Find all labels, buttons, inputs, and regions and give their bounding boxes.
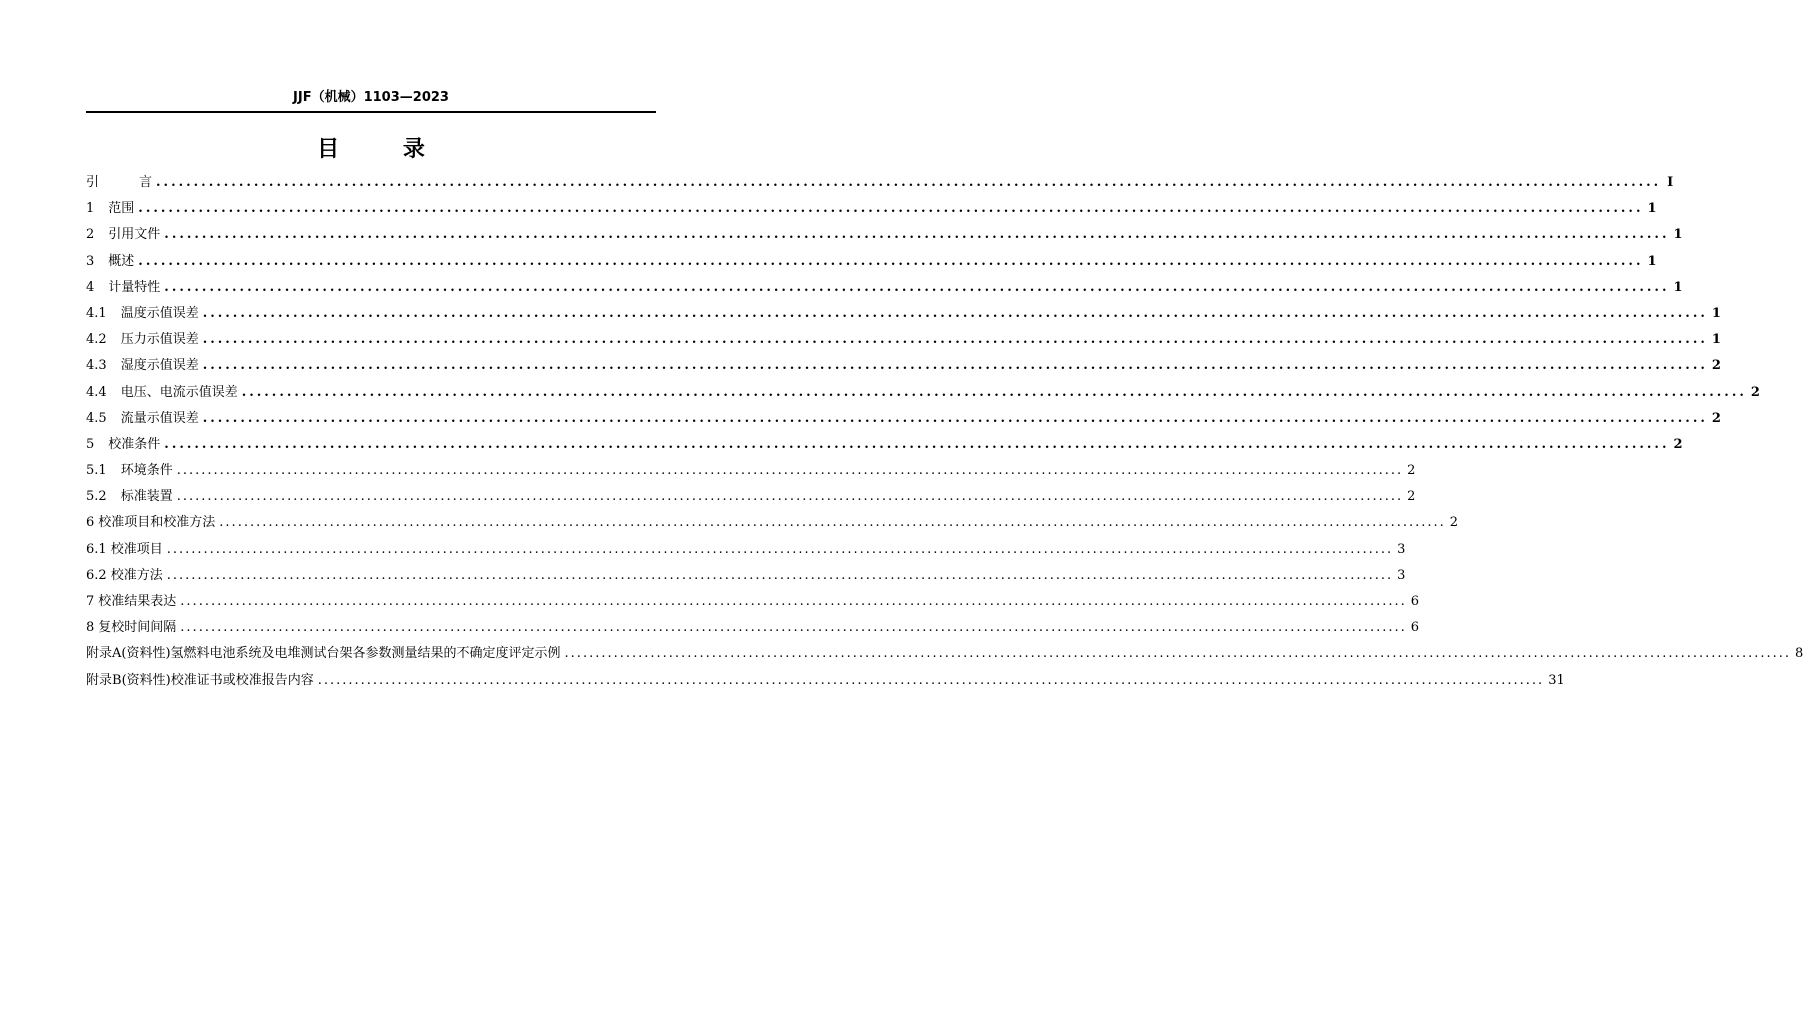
toc-entry-label: [86, 275, 160, 301]
toc-entry-label: [86, 353, 199, 379]
toc-page-number: 1: [1673, 279, 1683, 295]
toc-entry-title: 复校时间间隔: [98, 620, 177, 636]
toc-leader-dots: ........................................................................................................................................................................................................: [180, 594, 1407, 609]
toc-entry[interactable]: [86, 406, 1721, 432]
toc-entry-title: 校准结果表达: [98, 594, 177, 609]
toc-entry[interactable]: [86, 353, 1721, 379]
toc-entry-label: [86, 537, 163, 563]
toc-entry-number: 5: [86, 436, 95, 452]
toc-entry[interactable]: [86, 510, 1459, 536]
toc-leader-dots: ........................................................................................................................................................................................................: [164, 279, 1670, 295]
toc-entry[interactable]: [86, 380, 1760, 406]
toc-page-number: 2: [1750, 384, 1760, 400]
toc-entry-title: (资料性)氢燃料电池系统及电堆测试台架各参数测量结果的不确定度评定示例: [121, 646, 561, 662]
toc-leader-dots: ........................................................................................................................................................................................................: [202, 305, 1708, 321]
toc-page-number: 1: [1647, 253, 1657, 269]
toc-page-number: 6: [1410, 594, 1420, 609]
toc-entry[interactable]: [86, 563, 1406, 589]
toc-page-number: 1: [1711, 332, 1721, 348]
toc-entry-title: 引用文件: [108, 227, 161, 243]
toc-entry-number: 附录B: [86, 672, 122, 688]
toc-entry[interactable]: [86, 537, 1406, 563]
toc-entry-title: 湿度示值误差: [120, 358, 199, 374]
toc-entry-label: [86, 406, 199, 432]
toc-leader-dots: ........................................................................................................................................................................................................: [317, 672, 1545, 688]
toc-leader-dots: ........................................................................................................................................................................................................: [166, 541, 1394, 557]
toc-entry-number: 引: [86, 175, 100, 190]
toc-entry-title: 标准装置: [120, 489, 173, 505]
toc-entry-label: [86, 249, 134, 275]
toc-entry-label: [86, 458, 173, 484]
toc-entry-number: 4.5: [86, 410, 107, 426]
toc-leader-dots: ........................................................................................................................................................................................................: [219, 515, 1446, 531]
toc-page-number: 2: [1673, 436, 1683, 452]
toc-entry[interactable]: [86, 668, 1565, 694]
toc-entry-title: 电压、电流示值误差: [120, 384, 238, 400]
toc-leader-dots: ........................................................................................................................................................................................................: [164, 436, 1670, 452]
toc-entry-title: 环境条件: [120, 463, 173, 479]
toc-entry-label: [86, 301, 199, 327]
document-header: JJF（机械）1103—2023: [293, 90, 449, 105]
toc-leader-dots: ........................................................................................................................................................................................................: [156, 175, 1662, 190]
toc-entry-label: [86, 563, 163, 589]
toc-entry-label: [86, 222, 160, 248]
toc-entry-label: [86, 327, 199, 353]
toc-entry-title: 概述: [108, 253, 135, 269]
toc-leader-dots: ........................................................................................................................................................................................................: [564, 646, 1792, 662]
toc-entry-title: 流量示值误差: [120, 410, 199, 426]
toc-entry[interactable]: [86, 196, 1657, 222]
toc-entry[interactable]: [86, 615, 1420, 641]
toc-entry-title: 温度示值误差: [120, 305, 199, 321]
header-rule: [86, 111, 656, 113]
toc-entry[interactable]: [86, 484, 1416, 510]
toc-entry-number: 4: [86, 279, 95, 295]
toc-entry-number: 4.4: [86, 384, 107, 400]
toc-entry-title: 压力示值误差: [120, 332, 199, 348]
toc-entry-number: 4.2: [86, 332, 107, 348]
toc-leader-dots: ........................................................................................................................................................................................................: [202, 410, 1708, 426]
toc-page-number: 2: [1711, 358, 1721, 374]
toc-page-number: 2: [1407, 489, 1416, 505]
toc-page-number: 3: [1397, 541, 1406, 557]
toc-leader-dots: ........................................................................................................................................................................................................: [164, 227, 1670, 243]
toc-entry-label: [86, 510, 215, 536]
toc-entry-number: 4.1: [86, 305, 107, 321]
toc-page-number: 1: [1673, 227, 1683, 243]
toc-leader-dots: ........................................................................................................................................................................................................: [176, 463, 1404, 479]
toc-page-number: 2: [1449, 515, 1459, 531]
toc-entry-label: [86, 196, 134, 222]
toc-entry-label: [86, 170, 152, 196]
toc-entry-title: 校准方法: [110, 567, 163, 583]
toc-entry-title: 言: [139, 175, 153, 190]
toc-entry[interactable]: [86, 589, 1420, 615]
toc-page-number: 2: [1407, 463, 1416, 479]
toc-entry-number: 5.1: [86, 463, 107, 479]
toc-page-number: I: [1667, 175, 1674, 190]
toc-leader-dots: ........................................................................................................................................................................................................: [176, 489, 1404, 505]
toc-entry-title: 校准项目: [110, 541, 163, 557]
toc-leader-dots: ........................................................................................................................................................................................................: [166, 567, 1394, 583]
toc-page-number: 3: [1397, 567, 1406, 583]
toc-entry-number: 2: [86, 227, 95, 243]
toc-entry-number: 8: [86, 620, 95, 636]
toc-leader-dots: ........................................................................................................................................................................................................: [241, 384, 1747, 400]
toc-entry-title: 范围: [108, 201, 135, 217]
toc-entry-number: 3: [86, 253, 95, 269]
toc-page-number: 1: [1711, 305, 1721, 321]
toc-leader-dots: ........................................................................................................................................................................................................: [138, 201, 1644, 217]
toc-entry-label: [86, 380, 238, 406]
toc-entry-number: 4.3: [86, 358, 107, 374]
toc-leader-dots: ........................................................................................................................................................................................................: [138, 253, 1644, 269]
toc-entry[interactable]: [86, 301, 1721, 327]
toc-entry[interactable]: [86, 458, 1416, 484]
toc-entry-title: 校准项目和校准方法: [98, 515, 216, 531]
toc-page-number: 1: [1647, 201, 1657, 217]
table-of-contents: [86, 170, 1803, 694]
page-title: 目 录: [317, 137, 453, 162]
toc-page-number: 31: [1548, 672, 1565, 688]
toc-entry[interactable]: [86, 222, 1683, 248]
toc-entry-number: 7: [86, 594, 95, 609]
toc-entry-number: 6.1: [86, 541, 107, 557]
toc-entry[interactable]: [86, 641, 1803, 667]
toc-entry-number: 5.2: [86, 489, 107, 505]
toc-entry-number: 6.2: [86, 567, 107, 583]
toc-entry[interactable]: [86, 327, 1721, 353]
toc-entry-label: [86, 668, 314, 694]
toc-entry-title: 计量特性: [108, 279, 161, 295]
toc-page-number: 6: [1410, 620, 1420, 636]
toc-leader-dots: ........................................................................................................................................................................................................: [202, 358, 1708, 374]
toc-leader-dots: ........................................................................................................................................................................................................: [180, 620, 1407, 636]
toc-entry-number: 6: [86, 515, 95, 531]
toc-entry[interactable]: [86, 170, 1674, 196]
toc-entry[interactable]: [86, 249, 1657, 275]
toc-page-number: 8: [1795, 646, 1803, 662]
toc-entry-label: [86, 432, 160, 458]
toc-entry-label: [86, 641, 561, 667]
toc-entry-label: [86, 589, 176, 615]
toc-entry-title: 校准条件: [108, 436, 161, 452]
toc-entry-number: 附录A: [86, 646, 122, 662]
toc-entry-label: [86, 484, 173, 510]
toc-entry-title: (资料性)校准证书或校准报告内容: [121, 672, 314, 688]
toc-entry[interactable]: [86, 432, 1683, 458]
toc-page-number: 2: [1711, 410, 1721, 426]
toc-entry-number: 1: [86, 201, 95, 217]
toc-entry[interactable]: [86, 275, 1683, 301]
toc-entry-label: [86, 615, 176, 641]
toc-leader-dots: ........................................................................................................................................................................................................: [202, 332, 1708, 348]
